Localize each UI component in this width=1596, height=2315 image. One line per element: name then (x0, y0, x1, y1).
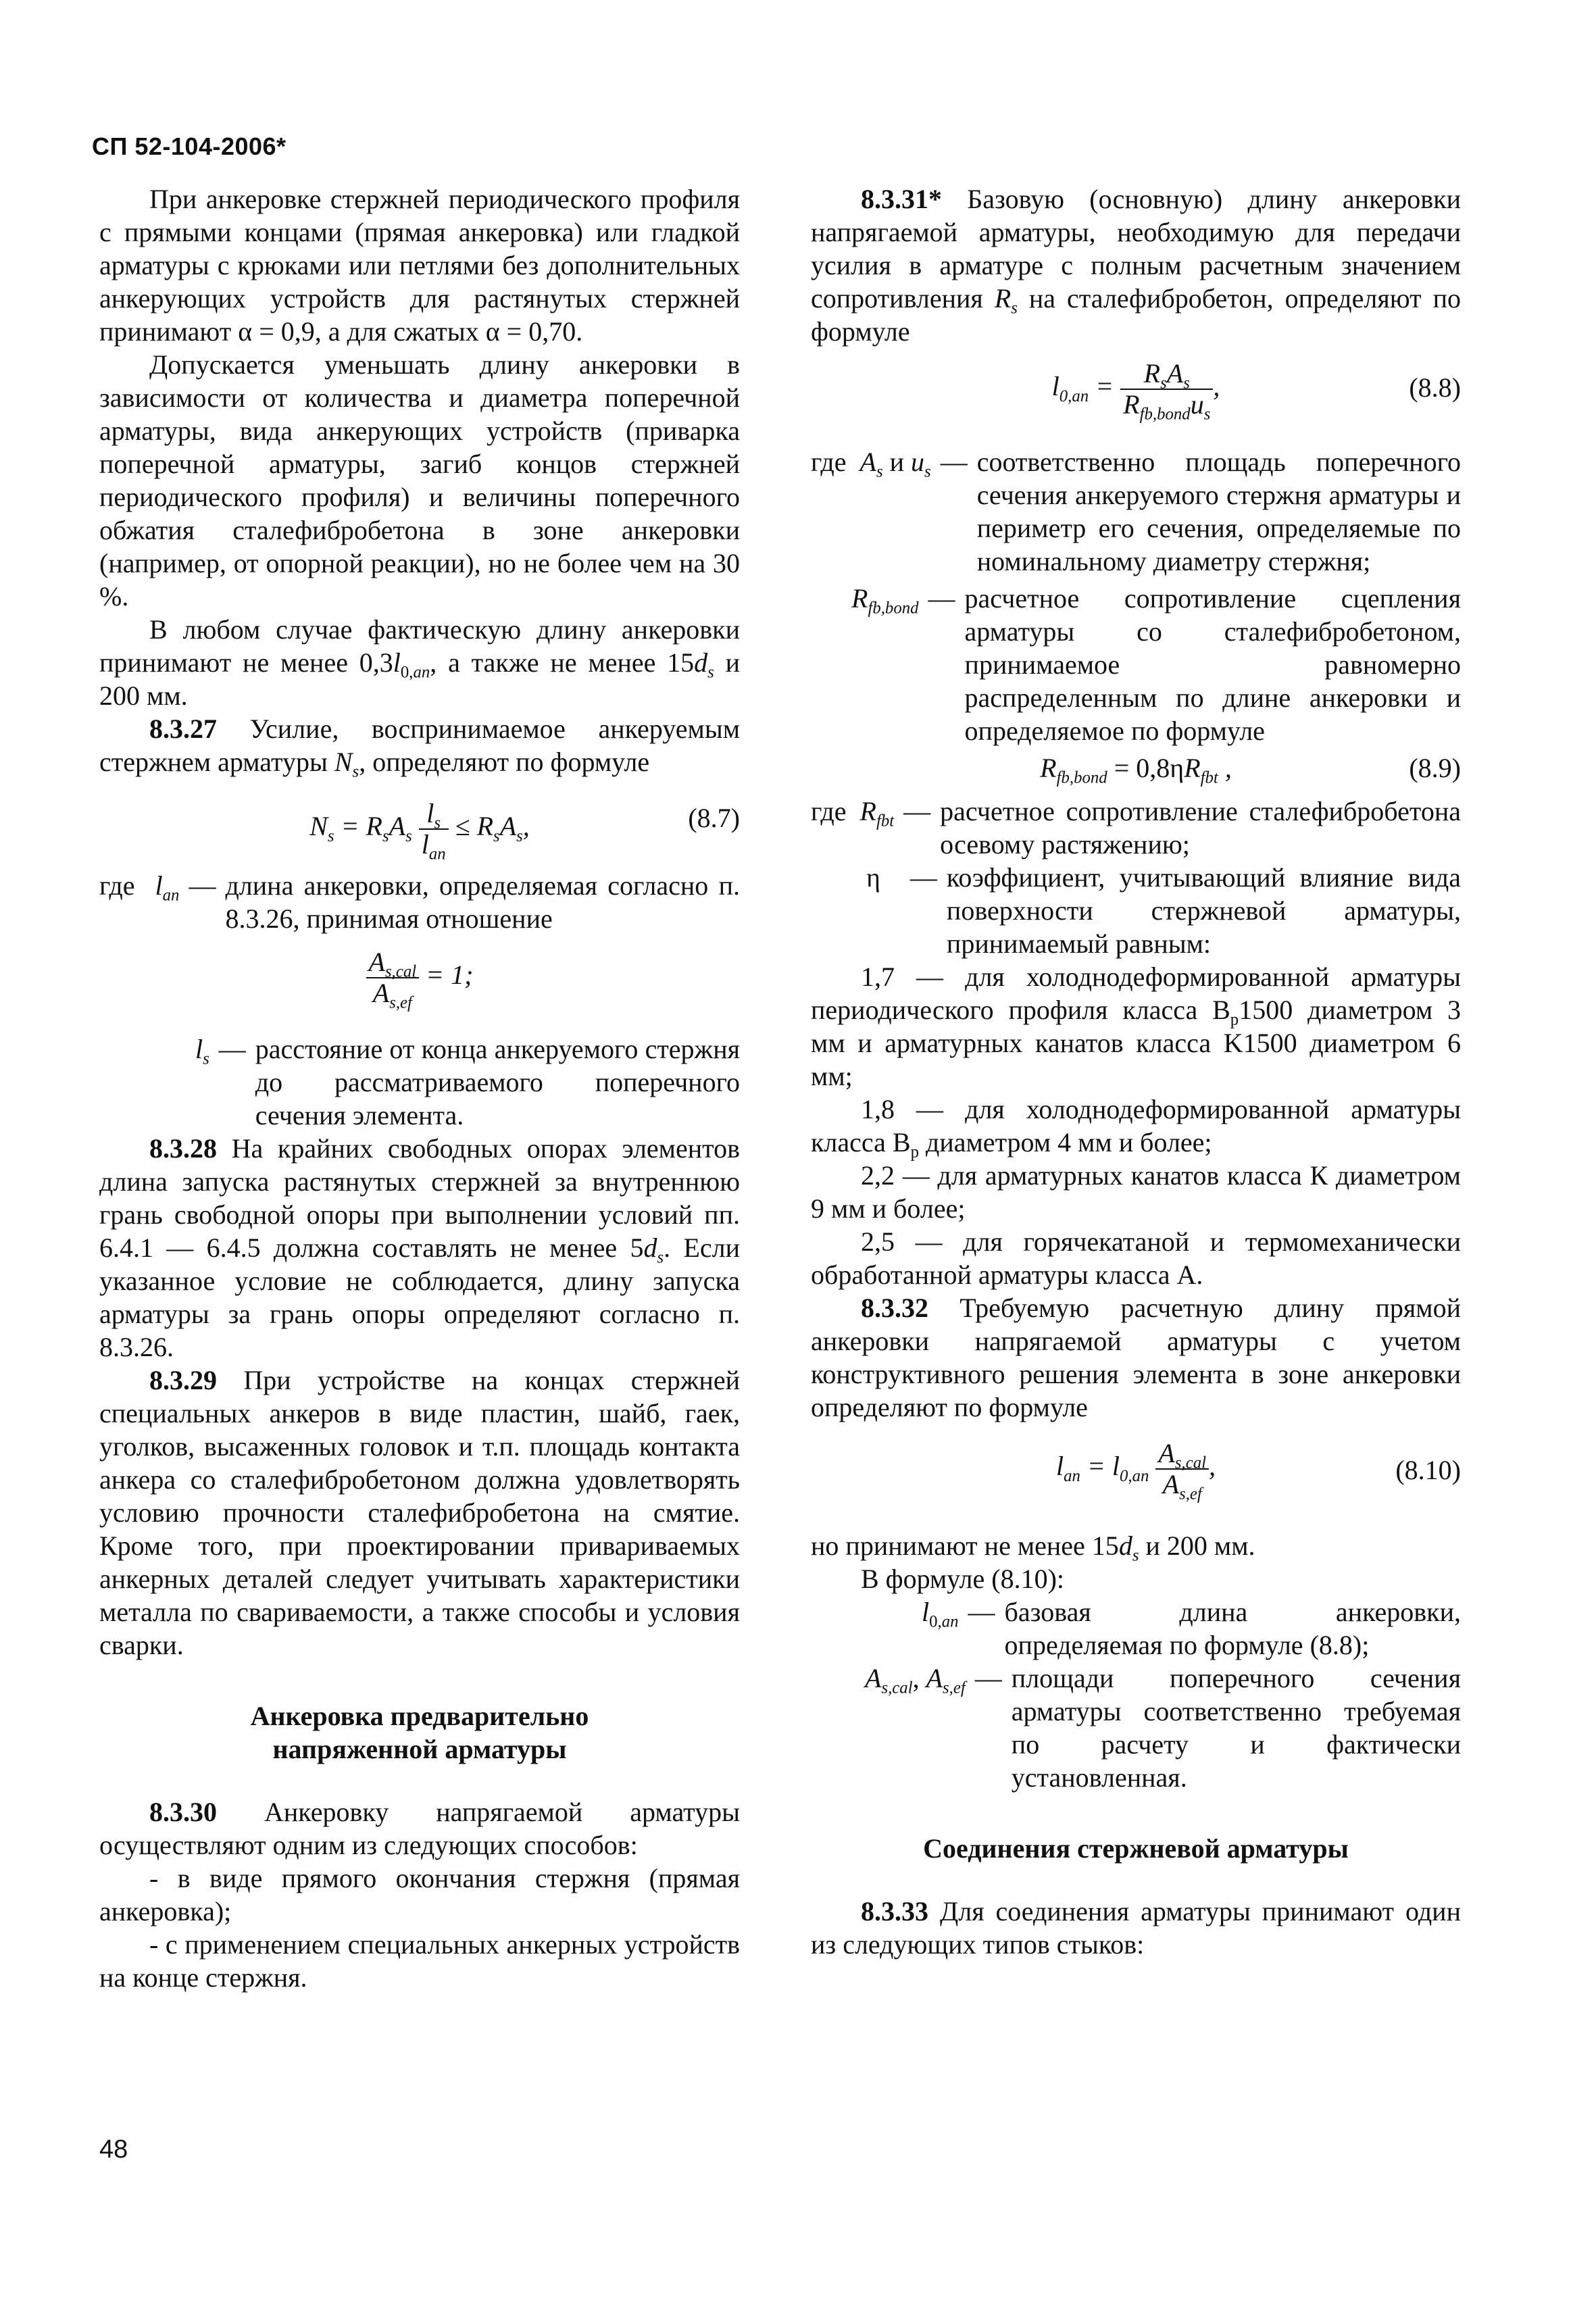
definition-l0an: $l_{0,an}$ — базовая длина анкеровки, определяемая по формуле (8.8); (922, 1597, 1461, 1660)
definition-ls: $l_s$ — расстояние от конца анкеруемого стержня до рассматриваемого поперечного сечения элемента. (195, 1034, 740, 1130)
paragraph-alpha-values: При анкеровке стержней периодического профиля с прямыми концами (прямая анкеровка) или гладкой арматуры с крюками или петлями без дополнительных анкерующих устройств для растянутых стержней принимают α = 0,9, а для сжатых α = 0,70. (99, 184, 740, 347)
definition-lan: где $l_{an}$ — длина анкеровки, определяемая согласно п. 8.3.26, принимая отношение (99, 870, 740, 934)
eta-value-1-8: 1,8 — для холоднодеформированной арматуры класса $B_p$ диаметром 4 мм и более; (811, 1094, 1461, 1162)
clause-8-3-32: 8.3.32 Требуемую расчетную длину прямой анкеровки напрягаемой арматуры с учетом конструктивного решения элемента в зоне анкеровки определяют по формуле (811, 1293, 1461, 1422)
clause-8-3-29: 8.3.29 При устройстве на концах стержней специальных анкеров в виде пластин, шайб, гаек, уголков, высаженных головок и т.п. площадь контакта анкера со сталефибробетоном должна удовлетворять условию прочности сталефибробетона на смятие. Кроме того, при проектировании привариваемых анкерных деталей следует учитывать характеристики металла по свариваемости, а также способы и условия сварки. (99, 1365, 740, 1660)
list-item: - с применением специальных анкерных устройств на конце стержня. (99, 1929, 740, 1993)
paragraph-min-length: В любом случае фактическую длину анкеровки принимают не менее $0,3l_{0,an}$, а также не менее $15d_s$ и 200 мм. (99, 614, 741, 711)
clause-8-3-27: 8.3.27 Усилие, воспринимаемое анкеруемым стержнем арматуры $N_s$, определяют по формуле (99, 714, 740, 781)
definition-eta: η — коэффициент, учитывающий влияние вида поверхности стержневой арматуры, принимаемый равным: (866, 862, 1461, 959)
formula-number: (8.10) (1395, 1455, 1461, 1485)
formula-ratio: $\frac{A_{s,cal}}{A_{s,ef}}$ = 1; (99, 943, 740, 1024)
formula-number: (8.9) (1409, 753, 1461, 783)
eta-value-2-2: 2,2 — для арматурных канатов класса К диаметром 9 мм и более; (811, 1160, 1461, 1224)
right-column (811, 182, 1461, 1961)
eta-value-1-7: 1,7 — для холоднодеформированной арматуры периодического профиля класса $B_p1500$ диаметром 3 мм и арматурных канатов класса K1500 диаметром 6 мм; (811, 962, 1461, 1091)
paragraph-reduce-length: Допускается уменьшать длину анкеровки в зависимости от количества и диаметра поперечной арматуры, вида анкерующих устройств (приварка поперечной арматуры, загиб концов стержней периодического профиля) и величины поперечного обжатия сталефибробетона в зоне анкеровки (например, от опорной реакции), но не более чем на 30 %. (99, 349, 740, 612)
section-heading-prestressed: Анкеровка предварительно напряженной арматуры (250, 1701, 589, 1764)
formula-8-10: $l_{an} = l_{0,an}$ $\frac{A_{s,cal}}{A_{s,ef}}$ , (8.10) (1055, 1438, 1461, 1503)
page-number: 48 (99, 2135, 128, 2164)
left-column (99, 182, 740, 1994)
paragraph-min-810: но принимают не менее $15d_s$ и 200 мм. (811, 1530, 1255, 1565)
clause-8-3-28: 8.3.28 На крайних свободных опорах элементов длина запуска растянутых стержней за внутреннюю грань свободной опоры при выполнении условий пп. 6.4.1 — 6.4.5 должна составлять не менее $5d_s$. Если указанное условие не соблюдается, длину запуска арматуры за грань опоры определяют согласно п. 8.3.26. (99, 1133, 740, 1362)
formula-number: (8.7) (688, 803, 740, 833)
eta-value-2-5: 2,5 — для горячекатаной и термомеханически обработанной арматуры класса А. (811, 1226, 1461, 1290)
clause-8-3-30: 8.3.30 Анкеровку напрягаемой арматуры осуществляют одним из следующих способов: (99, 1797, 740, 1860)
formula-8-7: $N_s = R_sA_s$ $\frac{l_s}{l_{an}}$ ≤ $R_sA_s$, (8.7) (309, 798, 740, 864)
definition-rfb-bond: $R_{fb,bond}$ — расчетное сопротивление сцепления арматуры со сталефибробетоном, принимаемое равномерно распределенным по длине анкеровки и определяемое по формуле (851, 583, 1461, 746)
section-heading-joints: Соединения стержневой арматуры (923, 1833, 1349, 1864)
formula-8-8: $l_{0,an}$ = $\frac{R_sA_s}{R_{fb,bond}u_s}$ , (8.8) (1051, 358, 1461, 424)
definition-rfbt: где $R_{fbt}$ — расчетное сопротивление сталефибробетона осевому растяжению; (811, 796, 1461, 860)
clause-8-3-31: 8.3.31* Базовую (основную) длину анкеровки напрягаемой арматуры, необходимую для передачи усилия в арматуре с полным расчетным значением сопротивления $R_s$ на сталефибробетон, определяют по формуле (811, 184, 1461, 347)
list-item: - в виде прямого окончания стержня (прямая анкеровка); (99, 1863, 740, 1926)
paragraph-in-formula: В формуле (8.10): (861, 1564, 1065, 1594)
definition-ascal-asef: $A_{s,cal}$, $A_{s,ef}$ — площади поперечного сечения арматуры соответственно требуемая по расчету и фактически установленная. (865, 1663, 1461, 1793)
definition-as-us: где $A_s$ и $u_s$ — соответственно площадь поперечного сечения анкеруемого стержня арматуры и периметр его сечения, определяемые по номинальному диаметру стержня; (811, 447, 1461, 576)
formula-number: (8.8) (1409, 372, 1461, 403)
formula-8-9: $R_{fb,bond} = 0,8\eta R_{fbt}$ , (8.9) (1040, 753, 1461, 787)
clause-8-3-33: 8.3.33 Для соединения арматуры принимают один из следующих типов стыков: (811, 1896, 1461, 1960)
document-code-header: СП 52-104-2006* (92, 132, 286, 160)
